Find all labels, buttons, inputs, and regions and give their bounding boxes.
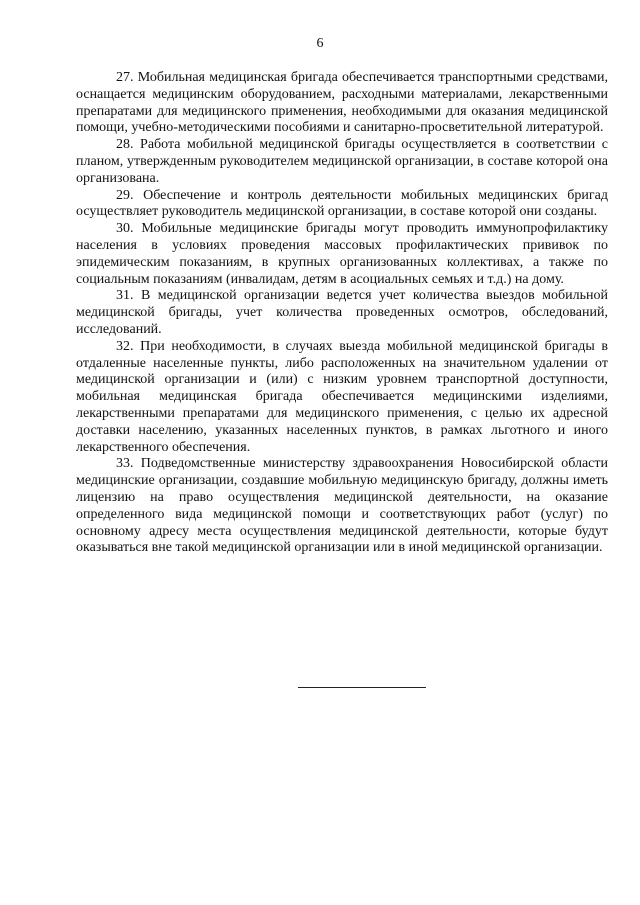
- paragraph-29: 29. Обеспечение и контроль деятельности мобильных медицинских бригад осуществляет руководитель медицинской организации, в составе которой они созданы.: [76, 187, 608, 220]
- paragraph-33: 33. Подведомственные министерству здравоохранения Новосибирской области медицинские организации, создавшие мобильную медицинскую бригаду, должны иметь лицензию на право осуществления медицинской деятельности, на оказание определенного вида медицинской помощи и соответствующих работ (услуг) по основному адресу места осуществления медицинской деятельности, которые будут оказываться вне такой медицинской организации или в иной медицинской организации.: [76, 456, 608, 556]
- paragraph-27: 27. Мобильная медицинская бригада обеспечивается транспортными средствами, оснащается медицинским оборудованием, расходными материалами, лекарственными препаратами для медицинского применения, необходимыми для оказания медицинской помощи, учебно-методическими пособиями и санитарно-просветительной литературой.: [76, 70, 608, 136]
- paragraph-30: 30. Мобильные медицинские бригады могут проводить иммунопрофилактику населения в условиях проведения массовых профилактических прививок по эпидемическим показаниям, в крупных организованных коллективах, а также по социальным показаниям (инвалидам, детям в асоциальных семьях и т.д.) на дому.: [76, 221, 608, 287]
- document-body: [76, 70, 608, 557]
- page-number: 6: [316, 36, 324, 51]
- paragraph-32: 32. При необходимости, в случаях выезда мобильной медицинской бригады в отдаленные населенные пункты, либо расположенных на значительном удалении от медицинской организации и (или) с низким уровнем транспортной доступности, мобильная медицинская бригада обеспечивается медицинскими изделиями, лекарственными препаратами для медицинского применения, с целью их адресной доставки населению, указанных населенных пунктов, в рамках льготного и иного лекарственного обеспечения.: [76, 338, 608, 455]
- paragraph-28: 28. Работа мобильной медицинской бригады осуществляется в соответствии с планом, утвержденным руководителем медицинской организации, в составе которой она организована.: [76, 137, 608, 186]
- closing-divider-line: [298, 687, 426, 688]
- paragraph-31: 31. В медицинской организации ведется учет количества выездов мобильной медицинской бригады, учет количества проведенных осмотров, обследований, исследований.: [76, 288, 608, 337]
